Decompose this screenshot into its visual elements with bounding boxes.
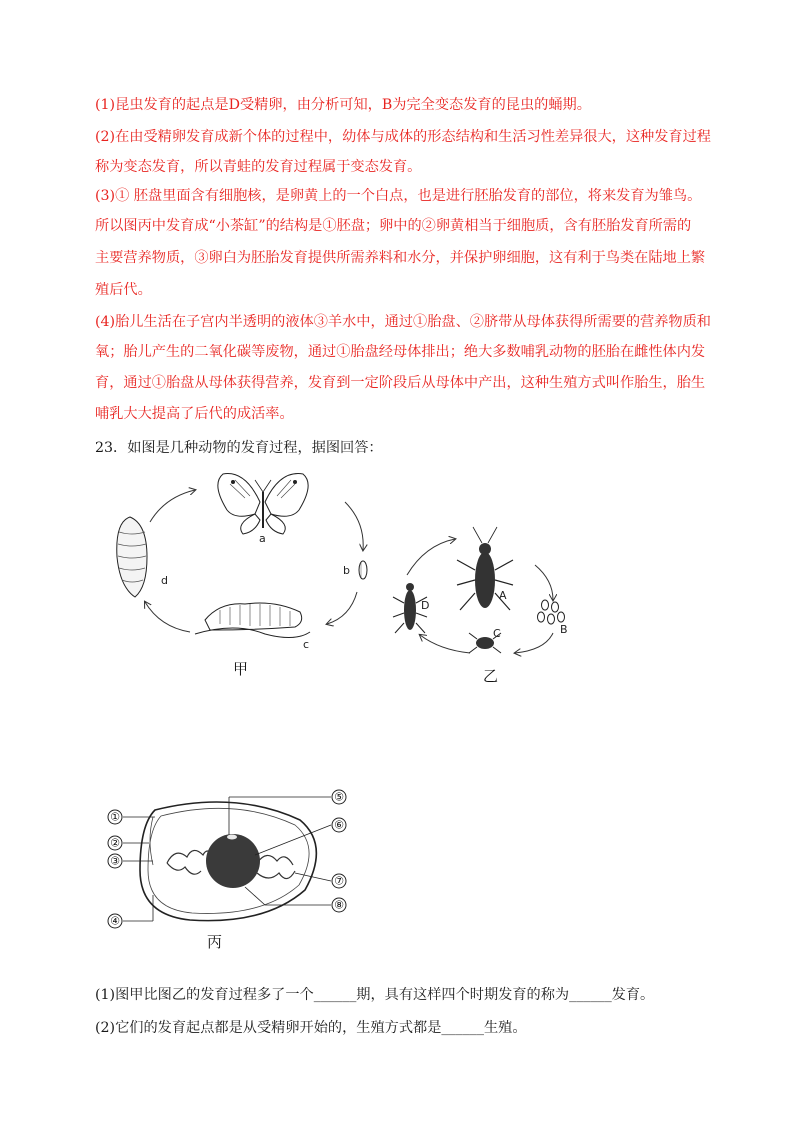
pupa-icon [117,517,147,597]
marker-3 [108,854,122,868]
figure-jia [95,462,395,687]
svg-text:⑧: ⑧ [334,898,344,912]
label-d: d [161,574,168,587]
germinal-disc [227,835,237,840]
answer-line-2: (2)在由受精卵发育成新个体的过程中，幼体与成体的形态结构和生活习性差异很大，这种发育过程 [95,129,711,145]
marker-5 [332,790,346,804]
answer-line-11: 哺乳大大提高了后代的成活率。 [95,406,294,422]
answer-line-1: (1)昆虫发育的起点是D受精卵，由分析可知，B为完全变态发育的昆虫的蛹期。 [95,97,591,113]
label-C: C [493,627,501,640]
answer-line-6: 主要营养物质，③卵白为胚胎发育提供所需养料和水分，并保护卵细胞，这有利于鸟类在陆地上繁 [95,250,706,266]
svg-text:④: ④ [110,914,120,928]
question-title: 23．如图是几种动物的发育过程，据图回答： [95,440,383,456]
label-B: B [560,623,568,636]
answer-line-8: (4)胎儿生活在子宫内半透明的液体③羊水中，通过①胎盘、②脐带从母体获得所需要的营养物质和 [95,314,711,330]
eggs-icon [538,600,565,624]
label-b: b [343,564,350,577]
svg-text:③: ③ [110,854,120,868]
arrow-c-to-d [145,602,190,632]
marker-7 [332,874,346,888]
marker-6 [332,818,346,832]
question-2: (2)它们的发育起点都是从受精卵开始的，生殖方式都是______生殖。 [95,1020,527,1036]
label-D: D [421,599,430,612]
marker-4 [108,914,122,928]
answer-line-10: 育，通过①胎盘从母体获得营养，发育到一定阶段后从母体中产出，这种生殖方式叫作胎生，胎生 [95,375,706,391]
svg-text:②: ② [110,836,120,850]
marker-1 [108,810,122,824]
svg-text:⑥: ⑥ [334,818,344,832]
caption-jia: 甲 [233,660,249,678]
yolk [206,834,260,888]
butterfly-icon [218,474,308,534]
answer-line-7: 殖后代。 [95,282,152,298]
figure-bing [95,785,375,955]
egg-icon [359,561,367,579]
label-A: A [499,589,507,602]
larva-icon [195,603,310,638]
answer-line-5: 所以图丙中发育成“小茶缸”的结构是①胚盘；卵中的②卵黄相当于细胞质，含有胚胎发育所需的 [95,218,692,234]
svg-text:⑦: ⑦ [334,874,344,888]
label-a: a [259,532,266,545]
caption-bing: 丙 [207,933,223,951]
svg-text:①: ① [110,810,120,824]
caption-yi: 乙 [483,667,499,685]
svg-text:⑤: ⑤ [334,790,344,804]
question-1: (1)图甲比图乙的发育过程多了一个______期，具有这样四个时期发育的称为______发育。 [95,987,655,1003]
marker-8 [332,898,346,912]
arrow-b-to-c [327,592,357,624]
answer-line-3: 称为变态发育，所以青蛙的发育过程属于变态发育。 [95,159,422,175]
answer-line-9: 氧；胎儿产生的二氧化碳等废物，通过①胎盘经母体排出；绝大多数哺乳动物的胚胎在雌性体内发 [95,344,706,360]
arrow-a-to-b [345,502,363,550]
answer-line-4: (3)① 胚盘里面含有细胞核，是卵黄上的一个白点，也是进行胚胎发育的部位，将来发育为雏鸟。 [95,188,702,204]
arrow-d-to-a [150,490,195,522]
label-c: c [303,638,310,651]
marker-2 [108,836,122,850]
figure-yi [385,525,585,690]
